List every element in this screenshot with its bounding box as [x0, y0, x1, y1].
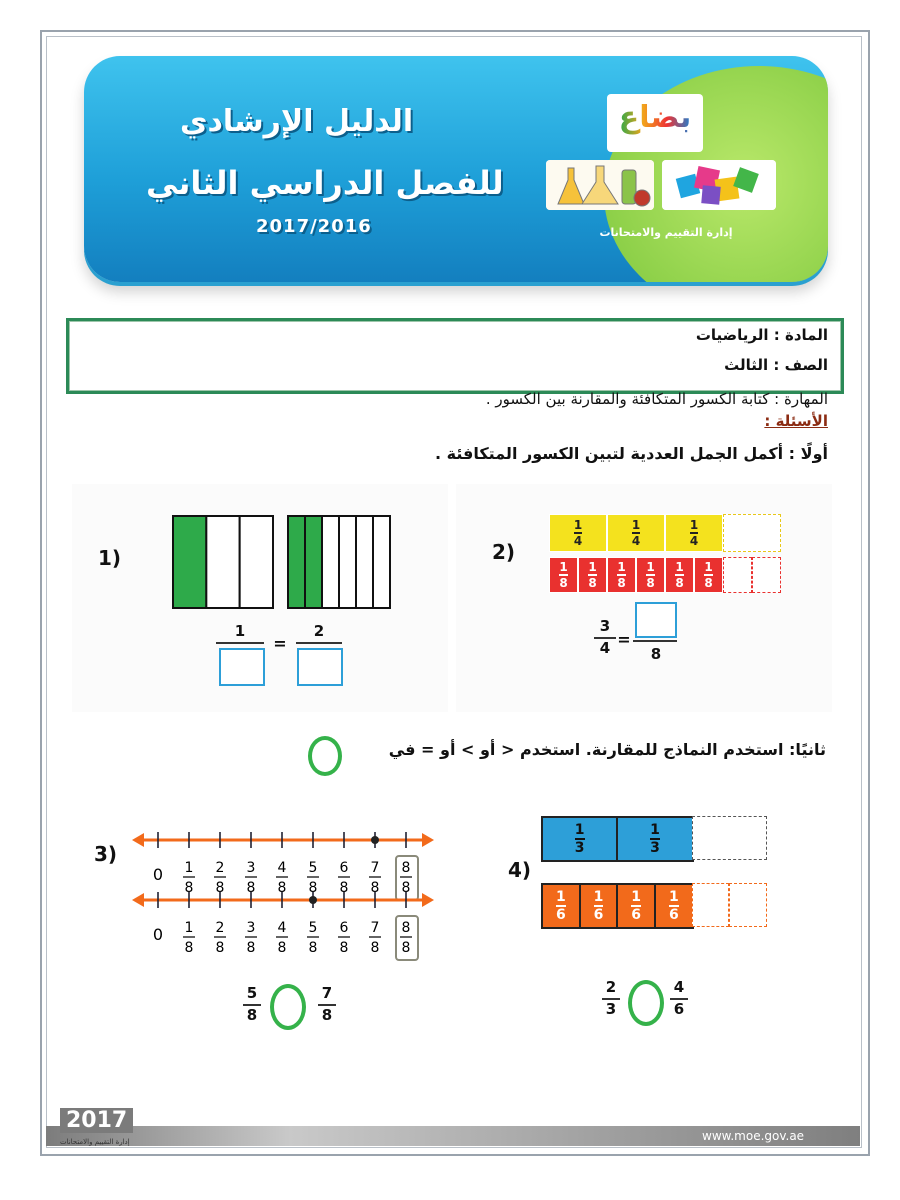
banner-department: إدارة التقييم والامتحانات	[599, 226, 733, 239]
q3-left-denominator: 8	[246, 1005, 258, 1024]
q4-sixth-tile	[579, 883, 619, 929]
q2-eighth-empty-slot	[752, 557, 781, 593]
q1-left-numerator: 1	[234, 622, 246, 640]
q2-quarter-tile-label	[632, 519, 640, 547]
q2-eighth-tile	[578, 557, 607, 593]
q2-equals: =	[617, 630, 631, 649]
q2-quarter-tile-numerator: 1	[631, 518, 641, 533]
q2-quarter-tile-denominator: 4	[689, 533, 699, 548]
q3-compare-left	[243, 986, 261, 1024]
q1-sixths-part	[288, 516, 305, 608]
q3-bottom-line-tick-denominator: 8	[308, 940, 318, 956]
q4-compare-left	[602, 980, 620, 1018]
q4-compare-circle[interactable]	[628, 980, 664, 1026]
q3-top-line-tick-numerator: 4	[277, 860, 287, 876]
q4-sixth-tile-numerator: 1	[631, 889, 642, 906]
q1-sixths-part	[356, 516, 373, 608]
q2-eighth-tile-denominator: 8	[646, 575, 655, 590]
q3-bottom-line-tick-denominator: 8	[277, 940, 287, 956]
q2-eighth-tile-label	[617, 561, 625, 589]
section2-instruction: ثانيًا: استخدم النماذج للمقارنة. استخدم < أو > أو = في	[388, 740, 826, 759]
math-cubes-image	[662, 160, 776, 210]
q4-compare-right	[670, 980, 688, 1018]
logo	[607, 94, 703, 152]
q2-quarter-tile-numerator: 1	[573, 518, 583, 533]
q2-eighth-tile-label	[675, 561, 683, 589]
q1-model-sixths	[288, 516, 390, 608]
q1-thirds-part	[240, 516, 273, 608]
q3-bottom-line-tick-numerator: 4	[277, 920, 287, 936]
q3-top-line-tick-denominator: 8	[339, 880, 349, 896]
q3-bottom-line-zero-label: 0	[152, 925, 164, 944]
q3-top-line-tick-denominator: 8	[277, 880, 287, 896]
questions-heading: الأسئلة :	[764, 412, 828, 430]
q3-top-line-point	[371, 836, 379, 844]
q4-sixth-tile-numerator: 1	[593, 889, 604, 906]
banner-title-line1: الدليل الإرشادي	[180, 104, 414, 139]
q2-eighth-tile	[636, 557, 665, 593]
q2-eighth-tile-numerator: 1	[559, 560, 568, 575]
section2-circle-icon	[308, 736, 342, 776]
q4-sixth-tile-denominator: 6	[631, 906, 642, 923]
q4-sixth-tile-denominator: 6	[668, 906, 679, 923]
q4-third-tile-denominator: 3	[574, 839, 585, 856]
q2-quarter-tile-denominator: 4	[573, 533, 583, 548]
banner-years: 2017/2016	[256, 216, 372, 237]
q3-top-line-tick-numerator: 1	[184, 860, 194, 876]
q3-compare-circle[interactable]	[270, 984, 306, 1030]
q1-thirds-part	[173, 516, 206, 608]
q3-top-line-tick-denominator: 8	[370, 880, 380, 896]
q3-right-numerator: 7	[321, 984, 333, 1002]
q4-third-tile	[616, 816, 693, 862]
q3-top-line-tick-numerator: 6	[339, 860, 349, 876]
q3-right-denominator: 8	[321, 1005, 333, 1024]
q2-eighth-tile-denominator: 8	[588, 575, 597, 590]
q3-bottom-line-tick-denominator: 8	[215, 940, 225, 956]
q2-quarter-tile	[665, 514, 723, 552]
q2-eighth-tile-label	[588, 561, 596, 589]
q1-model-thirds	[173, 516, 273, 608]
q3-top-line-tick-numerator: 7	[370, 860, 380, 876]
q2-eighth-tile-numerator: 1	[617, 560, 626, 575]
q2-quarter-tile-label	[574, 519, 582, 547]
q4-sixth-tile-label	[669, 890, 679, 922]
q2-answer-denominator: 8	[650, 645, 662, 663]
q3-number: 3)	[94, 842, 118, 866]
q1-thirds-part	[206, 516, 239, 608]
q2-eighth-tile	[549, 557, 578, 593]
q4-sixth-empty-slot	[692, 883, 730, 927]
q2-eighth-empty-slot	[723, 557, 752, 593]
footer-url[interactable]: www.moe.gov.ae	[702, 1129, 805, 1143]
q3-top-line-tick-denominator: 8	[401, 880, 411, 896]
footer-year: 2017	[60, 1108, 133, 1133]
q3-top-line-arrow-left	[132, 833, 144, 847]
q1-right-numerator: 2	[313, 622, 325, 640]
q2-quarter-tile-denominator: 4	[631, 533, 641, 548]
footer-department: إدارة التقييم والامتحانات	[60, 1138, 130, 1146]
q2-answer-bar	[633, 640, 677, 642]
q2-numerator: 3	[599, 617, 611, 635]
q2-quarter-tile-numerator: 1	[689, 518, 699, 533]
q1-sixths-part	[322, 516, 339, 608]
q4-sixth-tile-numerator: 1	[668, 889, 679, 906]
q1-left-bar	[216, 642, 264, 644]
q3-bottom-line-arrow-right	[422, 893, 434, 907]
q4-thirds-row	[541, 816, 767, 860]
q4-third-tile-numerator: 1	[574, 822, 585, 839]
q1-models	[170, 514, 394, 612]
q1-left-answer-box[interactable]	[219, 648, 265, 686]
q2-eighths-row	[549, 557, 781, 593]
q3-bottom-line-tick-numerator: 7	[370, 920, 380, 936]
q1-sixths-part	[305, 516, 322, 608]
q4-third-empty-slot	[692, 816, 767, 860]
q3-top-line-tick-numerator: 5	[308, 860, 318, 876]
q3-bottom-line-tick-numerator: 1	[184, 920, 194, 936]
q3-compare-right	[318, 986, 336, 1024]
q1-right-bar	[296, 642, 342, 644]
q4-left-denominator: 3	[605, 999, 617, 1018]
q4-sixth-tile	[541, 883, 581, 929]
q3-top-line-tick-numerator: 3	[246, 860, 256, 876]
q1-right-fraction	[296, 624, 342, 646]
q2-eighth-tile-denominator: 8	[617, 575, 626, 590]
logo-text: بضاع	[618, 100, 692, 135]
q2-quarter-tile	[549, 514, 607, 552]
q2-answer-box[interactable]	[635, 602, 677, 638]
q3-bottom-line-tick-numerator: 3	[246, 920, 256, 936]
q4-sixth-tile-label	[594, 890, 604, 922]
q2-eighth-tile	[607, 557, 636, 593]
q3-top-line-tick-denominator: 8	[215, 880, 225, 896]
q2-eighth-tile-numerator: 1	[675, 560, 684, 575]
q1-right-answer-box[interactable]	[297, 648, 343, 686]
q1-equals: =	[273, 634, 287, 653]
q2-eighth-tile-denominator: 8	[704, 575, 713, 590]
q4-third-tile-label	[650, 823, 660, 855]
q1-sixths-part	[373, 516, 390, 608]
q3-bottom-line-point	[309, 896, 317, 904]
q3-bottom-line-tick-denominator: 8	[401, 940, 411, 956]
subject-label: المادة : الرياضيات	[695, 326, 828, 344]
q2-quarter-tile-label	[690, 519, 698, 547]
q3-bottom-line-tick-numerator: 5	[308, 920, 318, 936]
q4-sixth-tile-label	[631, 890, 641, 922]
q2-eighth-tile-label	[704, 561, 712, 589]
q3-top-line-tick-denominator: 8	[308, 880, 318, 896]
q4-sixth-tile-label	[556, 890, 566, 922]
q3-bottom-line-tick-denominator: 8	[370, 940, 380, 956]
lab-flasks-image	[546, 160, 654, 210]
q2-eighth-tile-numerator: 1	[588, 560, 597, 575]
q2-eighth-tile	[665, 557, 694, 593]
q2-eighth-tile-label	[646, 561, 654, 589]
q3-top-line-arrow-right	[422, 833, 434, 847]
q3-left-numerator: 5	[246, 984, 258, 1002]
q2-quarter-tile	[607, 514, 665, 552]
q4-right-numerator: 4	[673, 978, 685, 996]
q2-eighth-tile-denominator: 8	[675, 575, 684, 590]
q3-number-lines	[130, 800, 440, 980]
grade-label: الصف : الثالث	[724, 356, 828, 374]
q4-sixth-tile-denominator: 6	[555, 906, 566, 923]
q4-sixth-empty-slot	[729, 883, 767, 927]
q1-left-fraction	[216, 624, 264, 646]
q4-number: 4)	[508, 858, 532, 882]
q3-top-line-tick-numerator: 2	[215, 860, 225, 876]
q3-top-line-zero-label: 0	[152, 865, 164, 884]
q3-top-line-tick-numerator: 8	[401, 860, 411, 876]
q3-top-line-tick-denominator: 8	[184, 880, 194, 896]
q1-sixths-part	[339, 516, 356, 608]
q4-sixth-tile-numerator: 1	[555, 889, 566, 906]
q2-quarters-row	[549, 514, 781, 552]
q3-bottom-line-tick-denominator: 8	[184, 940, 194, 956]
q3-bottom-line-tick-numerator: 8	[401, 920, 411, 936]
q2-eighth-tile-denominator: 8	[559, 575, 568, 590]
q4-left-numerator: 2	[605, 978, 617, 996]
q2-fraction	[594, 619, 616, 657]
q4-third-tile-label	[575, 823, 585, 855]
q2-denominator: 4	[599, 638, 611, 657]
q3-top-line-tick-denominator: 8	[246, 880, 256, 896]
q3-bottom-line-tick-denominator: 8	[339, 940, 349, 956]
q2-quarter-empty-slot	[723, 514, 781, 552]
q3-bottom-line-tick-numerator: 6	[339, 920, 349, 936]
q1-number: 1)	[98, 546, 122, 570]
banner-title-line2: للفصل الدراسي الثاني	[146, 164, 504, 202]
section1-instruction: أولًا : أكمل الجمل العددية لتبين الكسور المتكافئة .	[435, 444, 828, 463]
q3-bottom-line-arrow-left	[132, 893, 144, 907]
q2-number: 2)	[492, 540, 516, 564]
q2-eighth-tile	[694, 557, 723, 593]
q4-third-tile-denominator: 3	[650, 839, 660, 856]
q4-sixth-tile-denominator: 6	[593, 906, 604, 923]
q4-right-denominator: 6	[673, 999, 685, 1018]
q4-third-tile	[541, 816, 618, 862]
q2-eighth-tile-numerator: 1	[704, 560, 713, 575]
q4-sixth-tile	[616, 883, 656, 929]
q4-sixths-row	[541, 883, 767, 927]
q4-third-tile-numerator: 1	[650, 822, 660, 839]
q4-sixth-tile	[654, 883, 694, 929]
skill-label: المهارة : كتابة الكسور المتكافئة والمقارنة بين الكسور .	[485, 390, 828, 408]
q3-bottom-line-tick-numerator: 2	[215, 920, 225, 936]
q2-eighth-tile-numerator: 1	[646, 560, 655, 575]
q2-eighth-tile-label	[559, 561, 567, 589]
q3-bottom-line-tick-denominator: 8	[246, 940, 256, 956]
